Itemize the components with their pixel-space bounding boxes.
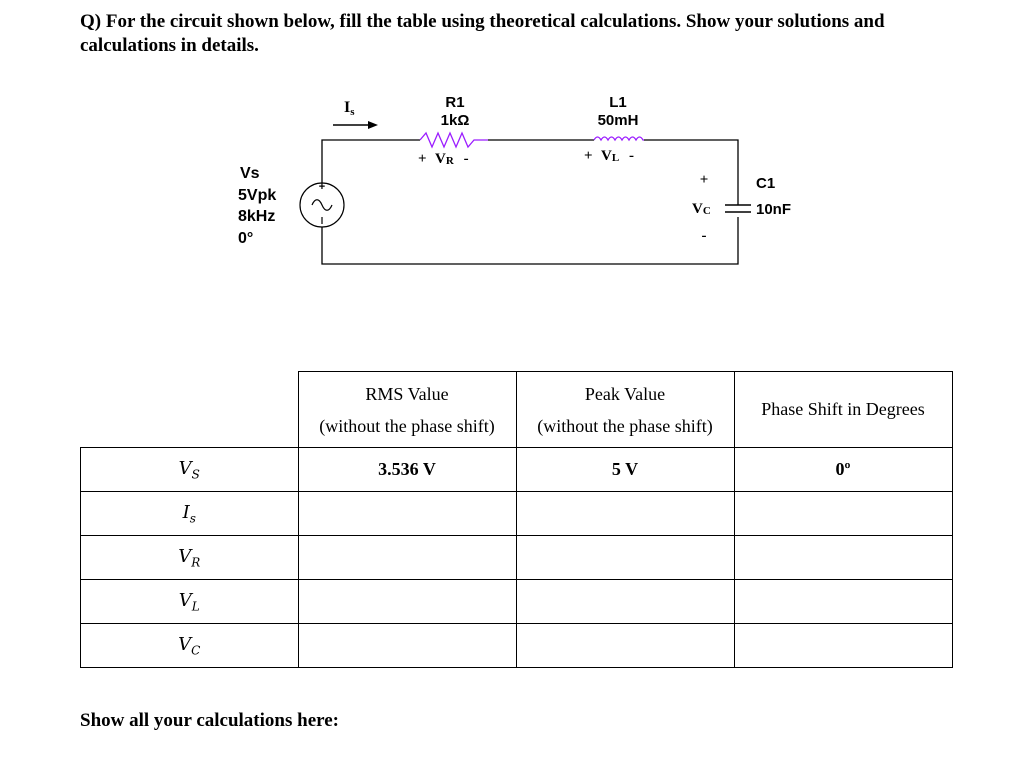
cell-peak[interactable]	[516, 536, 734, 580]
cell-rms[interactable]	[298, 492, 516, 536]
cell-phase[interactable]	[734, 624, 952, 668]
cell-rms[interactable]	[298, 536, 516, 580]
cell-peak[interactable]	[516, 492, 734, 536]
table-row	[81, 492, 953, 536]
capacitor-voltage-label: VC	[692, 201, 711, 217]
cell-peak[interactable]	[516, 580, 734, 624]
table-row	[81, 624, 953, 668]
table-row	[81, 580, 953, 624]
header-rms-line2: (without the phase shift)	[319, 415, 495, 436]
resistor-symbol	[420, 133, 488, 147]
current-label: Is	[344, 99, 355, 118]
header-blank-cell	[81, 372, 299, 448]
header-peak	[516, 372, 734, 448]
inductor-value: 50mH	[597, 112, 639, 129]
circuit-wires	[322, 140, 738, 264]
header-rms	[298, 372, 516, 448]
inductor-name: L1	[609, 94, 627, 111]
current-arrow-icon	[333, 121, 378, 129]
cell-phase[interactable]	[734, 536, 952, 580]
cell-peak[interactable]	[516, 624, 734, 668]
cell-rms[interactable]	[298, 580, 516, 624]
source-amplitude: 5Vpk	[238, 187, 277, 204]
inductor-symbol	[594, 137, 644, 140]
capacitor-plus: +	[699, 172, 709, 188]
table-header-row	[81, 372, 953, 448]
row-label: $V_R$	[81, 536, 299, 580]
capacitor-symbol	[725, 205, 751, 212]
cell-phase[interactable]: 0º	[734, 448, 952, 492]
cell-rms[interactable]	[298, 624, 516, 668]
table-row	[81, 448, 953, 492]
row-label: $V_S$	[81, 448, 299, 492]
results-table	[80, 371, 953, 668]
row-label: $V_L$	[81, 580, 299, 624]
resistor-value: 1kΩ	[440, 112, 470, 129]
cell-rms[interactable]: 3.536 V	[298, 448, 516, 492]
header-phase: Phase Shift in Degrees	[734, 372, 952, 448]
table-row	[81, 536, 953, 580]
cell-phase[interactable]	[734, 580, 952, 624]
circuit-diagram	[0, 80, 1024, 280]
cell-peak[interactable]: 5 V	[516, 448, 734, 492]
cell-phase[interactable]	[734, 492, 952, 536]
source-frequency: 8kHz	[238, 208, 276, 225]
capacitor-name: C1	[756, 175, 776, 192]
calculations-prompt: Show all your calculations here:	[80, 710, 339, 731]
source-name: Vs	[240, 165, 260, 182]
header-rms-line1: RMS Value	[365, 383, 449, 404]
header-peak-line2: (without the phase shift)	[537, 415, 713, 436]
capacitor-value: 10nF	[756, 201, 792, 218]
resistor-voltage-label: + VR -	[418, 151, 469, 167]
capacitor-minus: -	[701, 228, 707, 244]
row-label: $V_C$	[81, 624, 299, 668]
resistor-name: R1	[445, 94, 465, 111]
header-peak-line1: Peak Value	[584, 383, 666, 404]
source-phase: 0°	[238, 230, 254, 247]
row-label: $I_s$	[81, 492, 299, 536]
inductor-voltage-label: + VL -	[584, 148, 634, 164]
question-text: Q) For the circuit shown below, fill the table using theoretical calculations. Show your solutions and calculations in details.	[80, 11, 885, 56]
source-plus: +	[318, 181, 326, 193]
